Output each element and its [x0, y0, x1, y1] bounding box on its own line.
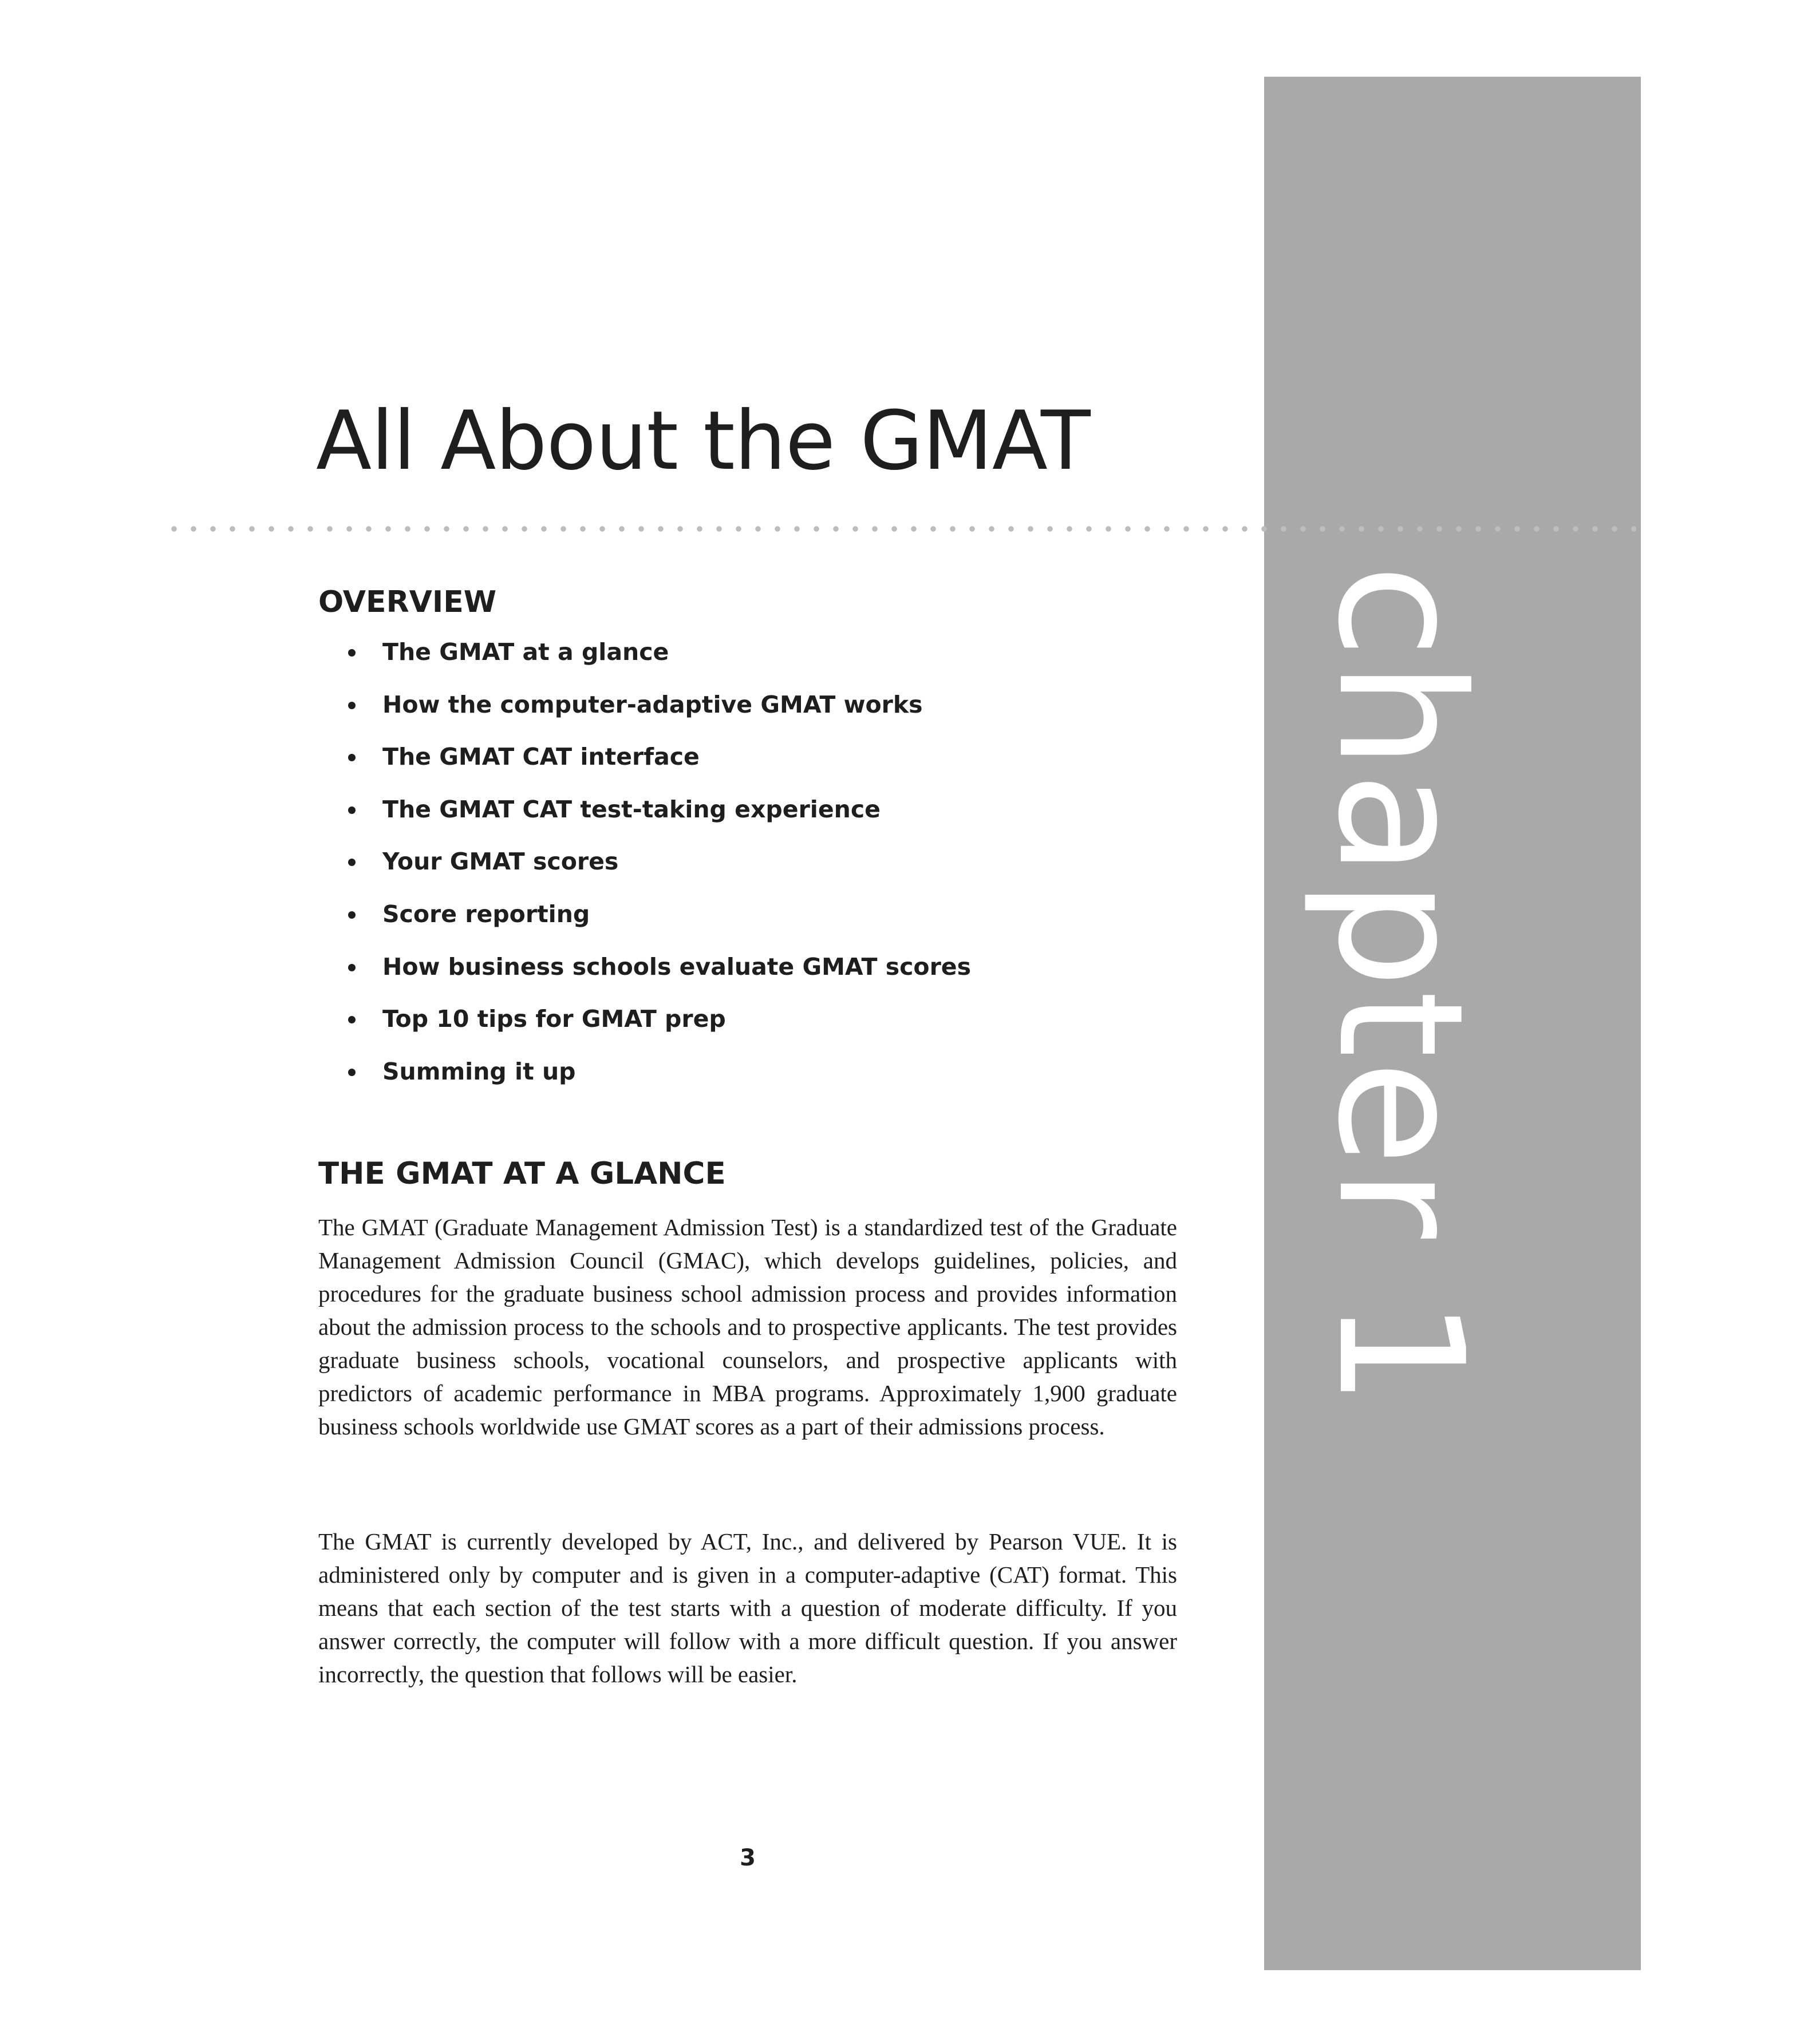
list-item-label: Top 10 tips for GMAT prep [382, 1005, 726, 1033]
list-item [318, 689, 971, 742]
body-paragraph: The GMAT (Graduate Management Admission Test) is a standardized test of the Graduate Management Admission Council (GMAC), which develops guidelines, policies, and procedures for the graduate business school admission process and provides information about the admission process to the schools and to prospective applicants. The test provides graduate business schools, vocational counselors, and prospective applicants with predictors of academic performance in MBA programs. Approximately 1,900 graduate business schools worldwide use GMAT scores as a part of their admissions process. [318, 1214, 1177, 1440]
dotted-divider [171, 525, 1636, 532]
section-heading: THE GMAT AT A GLANCE [318, 1156, 726, 1191]
bullet-icon [348, 1069, 356, 1076]
page-title: All About the GMAT [316, 394, 1090, 488]
page-number: 3 [740, 1845, 756, 1871]
chapter-label: chapter 1 [1300, 564, 1500, 1410]
list-item [318, 1056, 971, 1109]
body-paragraph: The GMAT is currently developed by ACT, Inc., and delivered by Pearson VUE. It is administered only by computer and is given in a computer-adaptive (CAT) format. This means that each section of the test starts with a question of moderate difficulty. If you answer correctly, the computer will follow with a more difficult question. If you answer incorrectly, the question that follows will be easier. [318, 1528, 1177, 1687]
bullet-icon [348, 702, 356, 709]
bullet-icon [348, 911, 356, 919]
list-item-label: Your GMAT scores [382, 848, 619, 876]
list-item-label: How the computer-adaptive GMAT works [382, 690, 923, 718]
list-item-label: Score reporting [382, 900, 590, 928]
overview-list [318, 636, 971, 1108]
list-item [318, 794, 971, 847]
bullet-icon [348, 1016, 356, 1023]
list-item-label: The GMAT CAT test-taking experience [382, 795, 881, 823]
list-item [318, 1003, 971, 1056]
list-item-label: How business schools evaluate GMAT scores [382, 952, 972, 981]
list-item [318, 741, 971, 794]
bullet-icon [348, 754, 356, 761]
list-item-label: The GMAT CAT interface [382, 743, 700, 771]
bullet-icon [348, 649, 356, 657]
list-item [318, 899, 971, 951]
overview-heading: OVERVIEW [318, 585, 497, 619]
list-item-label: Summing it up [382, 1057, 576, 1085]
list-item [318, 951, 971, 1004]
bullet-icon [348, 859, 356, 866]
bullet-icon [348, 964, 356, 971]
bullet-icon [348, 806, 356, 814]
list-item [318, 846, 971, 899]
list-item [318, 636, 971, 689]
list-item-label: The GMAT at a glance [382, 638, 669, 666]
